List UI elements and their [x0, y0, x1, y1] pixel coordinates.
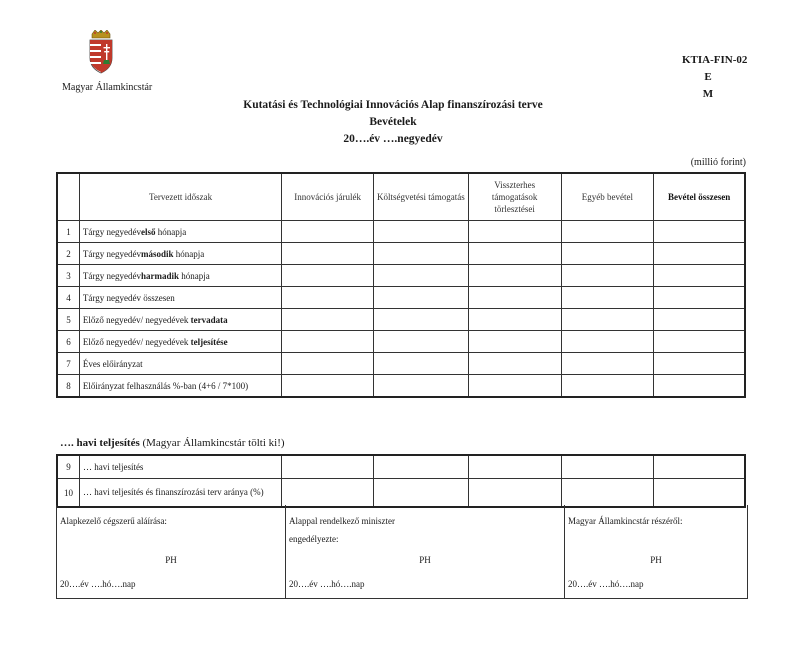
data-cell[interactable] [654, 287, 745, 309]
data-cell[interactable] [561, 221, 654, 243]
data-cell[interactable] [374, 331, 469, 353]
data-cell[interactable] [282, 287, 374, 309]
row-label [79, 353, 281, 375]
data-cell[interactable] [374, 221, 469, 243]
data-cell[interactable] [561, 479, 654, 508]
row-number: 9 [57, 455, 79, 479]
data-cell[interactable] [468, 375, 561, 398]
data-cell[interactable] [654, 309, 745, 331]
stamp-placeholder: PH [165, 555, 177, 565]
monthly-heading-note: (Magyar Államkincstár tölti ki!) [139, 437, 285, 449]
data-cell[interactable] [282, 265, 374, 287]
document-period: 20….év ….negyedév [343, 133, 443, 145]
unit-note: (millió forint) [690, 157, 746, 168]
row-label-suffix: hónapja [178, 270, 210, 281]
signature-date: 20….év ….hó….nap [568, 579, 644, 589]
signature-box-treasury [565, 505, 747, 598]
data-cell[interactable] [468, 309, 561, 331]
data-cell[interactable] [374, 309, 469, 331]
row-label [79, 265, 281, 287]
row-number: 10 [57, 479, 79, 508]
signature-box-minister [286, 505, 565, 598]
row-label [79, 287, 281, 309]
stamp-placeholder: PH [419, 555, 431, 565]
row-label [79, 243, 281, 265]
row-label-text: Tárgy negyedév [82, 248, 141, 259]
data-cell[interactable] [374, 375, 469, 398]
data-cell[interactable] [374, 287, 469, 309]
document-title: Kutatási és Technológiai Innovációs Alap finanszírozási terve [243, 99, 543, 111]
data-cell[interactable] [282, 479, 374, 508]
header-cell-period: Tervezett időszak [79, 173, 281, 221]
signature-label [289, 512, 395, 548]
data-cell[interactable] [561, 375, 654, 398]
stamp-placeholder: PH [650, 555, 662, 565]
data-cell[interactable] [282, 331, 374, 353]
data-cell[interactable] [282, 243, 374, 265]
row-label-emphasis: második [140, 248, 174, 259]
row-label [79, 375, 281, 398]
header-cell-number [57, 173, 79, 221]
data-cell[interactable] [374, 353, 469, 375]
row-number: 3 [57, 265, 79, 287]
signature-label-line-2: engedélyezte: [289, 534, 339, 544]
data-cell[interactable] [282, 221, 374, 243]
signature-date: 20….év ….hó….nap [60, 579, 136, 589]
row-label-text: Tárgy negyedév [82, 226, 141, 237]
data-cell[interactable] [468, 243, 561, 265]
row-label [79, 309, 281, 331]
table-row [57, 331, 745, 353]
data-cell[interactable] [654, 375, 745, 398]
data-cell[interactable] [561, 455, 654, 479]
header-cell-other-revenue: Egyéb bevétel [561, 173, 654, 221]
monthly-performance-table [56, 454, 746, 508]
signature-label: Magyar Államkincstár részéről: [568, 516, 683, 526]
row-number: 7 [57, 353, 79, 375]
signature-box-fund-manager [57, 505, 286, 598]
document-title-block [0, 97, 786, 148]
form-code-id: KTIA-FIN-02 [682, 54, 748, 66]
data-cell[interactable] [654, 243, 745, 265]
data-cell[interactable] [282, 353, 374, 375]
data-cell[interactable] [282, 309, 374, 331]
table-row [57, 479, 745, 508]
data-cell[interactable] [282, 375, 374, 398]
signature-date: 20….év ….hó….nap [289, 579, 365, 589]
document-subtitle: Bevételek [369, 116, 417, 128]
data-cell[interactable] [561, 353, 654, 375]
table-row [57, 287, 745, 309]
row-label [79, 331, 281, 353]
data-cell[interactable] [468, 353, 561, 375]
row-label: … havi teljesítés és finanszírozási terv aránya (%) [79, 479, 282, 508]
data-cell[interactable] [561, 265, 654, 287]
row-label-emphasis: teljesítése [190, 336, 228, 347]
signature-section [56, 505, 748, 599]
table-row [57, 265, 745, 287]
signature-label: Alapkezelő cégszerű aláírása: [60, 516, 167, 526]
table-row [57, 221, 745, 243]
row-number: 2 [57, 243, 79, 265]
data-cell[interactable] [654, 455, 745, 479]
table-row [57, 455, 745, 479]
data-cell[interactable] [654, 221, 745, 243]
row-label-text: Előirányzat felhasználás %-ban (4+6 / 7*100) [82, 380, 249, 391]
table-row [57, 375, 745, 398]
header-cell-repayments: Visszterhes támogatások törlesztései [468, 173, 561, 221]
data-cell[interactable] [282, 455, 374, 479]
row-label-emphasis: harmadik [140, 270, 179, 281]
row-label-text: Éves előirányzat [82, 358, 143, 369]
row-label-text: Előző negyedév/ negyedévek [82, 336, 191, 347]
data-cell[interactable] [374, 455, 469, 479]
row-label-text: Tárgy negyedév [82, 270, 141, 281]
organization-name: Magyar Államkincstár [62, 82, 153, 93]
table-row [57, 309, 745, 331]
data-cell[interactable] [374, 265, 469, 287]
row-label-suffix: hónapja [173, 248, 205, 259]
row-label-text: Előző negyedév/ negyedévek [82, 314, 191, 325]
data-cell[interactable] [561, 287, 654, 309]
data-cell[interactable] [561, 331, 654, 353]
data-cell[interactable] [468, 331, 561, 353]
table-row [57, 243, 745, 265]
row-number: 4 [57, 287, 79, 309]
header-cell-budget-support: Költségvetési támogatás [374, 173, 469, 221]
header-cell-total-revenue: Bevétel összesen [654, 173, 745, 221]
signature-label-line-1: Alappal rendelkező miniszter [289, 516, 395, 526]
data-cell[interactable] [468, 455, 561, 479]
row-number: 8 [57, 375, 79, 398]
row-number: 6 [57, 331, 79, 353]
data-cell[interactable] [654, 331, 745, 353]
revenue-table [56, 172, 746, 398]
data-cell[interactable] [561, 243, 654, 265]
row-label: … havi teljesítés [79, 455, 282, 479]
row-label-suffix: hónapja [155, 226, 187, 237]
table-row [57, 353, 745, 375]
data-cell[interactable] [468, 479, 561, 508]
row-label-text: Tárgy negyedév összesen [82, 292, 175, 303]
data-cell[interactable] [654, 479, 745, 508]
data-cell[interactable] [468, 265, 561, 287]
data-cell[interactable] [468, 221, 561, 243]
row-number: 5 [57, 309, 79, 331]
row-number: 1 [57, 221, 79, 243]
row-label-emphasis: tervadata [190, 314, 228, 325]
row-label [79, 221, 281, 243]
form-code-line-3: M [702, 88, 714, 100]
form-code-line-2: E [704, 71, 712, 83]
data-cell[interactable] [374, 479, 469, 508]
monthly-heading-bold: …. havi teljesítés [60, 437, 140, 449]
monthly-performance-heading [60, 437, 285, 449]
form-code [682, 52, 747, 103]
data-cell[interactable] [468, 287, 561, 309]
data-cell[interactable] [654, 353, 745, 375]
data-cell[interactable] [374, 243, 469, 265]
data-cell[interactable] [561, 309, 654, 331]
row-label-emphasis: első [140, 226, 156, 237]
header-cell-innovation-levy: Innovációs járulék [282, 173, 374, 221]
data-cell[interactable] [654, 265, 745, 287]
table-header-row [57, 173, 745, 221]
hungarian-coat-of-arms-icon [86, 30, 116, 74]
